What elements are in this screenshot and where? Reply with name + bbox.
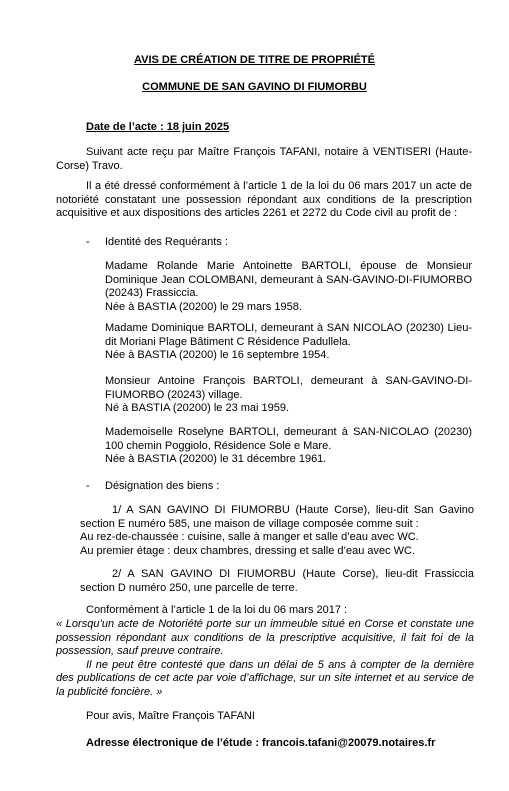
quote-paragraph-2: Il ne peut être contesté que dans un délai de 5 ans à compter de la dernière des publications de cet acte par voie d’affichage, sur un site internet et au service de la publicité foncière. » [56,658,474,698]
quote-paragraph-1: « Lorsqu’un acte de Notoriété porte sur un immeuble situé en Corse et constate une possession répondant aux conditions de la prescriptive acquisitive, il fait foi de la possession, sauf preuve contraire. [56,618,474,658]
requerant-1 [105,260,472,314]
requerant-birth: Né à BASTIA (20200) le 23 mai 1959. [105,402,290,415]
bien-2 [80,568,474,595]
requerant-identity: Mademoiselle Roselyne BARTOLI, demeurant à SAN-NICOLAO (20230) 100 chemin Poggiolo, Résidence Sole e Mare. [105,426,472,452]
statement-text: Il a été dressé conformément à l’article 1 de la loi du 06 mars 2017 un acte de notoriété constatant une possession répondant aux conditions de la prescription acquisitive et aux dispositions des articles 2261 et 2272 du Code civil au profit de : [56,180,472,220]
act-date: Date de l’acte : 18 juin 2025 [86,121,230,133]
notice-title: AVIS DE CRÉATION DE TITRE DE PROPRIÉTÉ [133,54,375,66]
bullet-dash: - [86,480,90,492]
requerant-2 [105,322,472,363]
bien-1-text: 1/ A SAN GAVINO DI FIUMORBU (Haute Corse), lieu-dit San Gavino section E numéro 585, une maison de village composée comme suit : [80,504,474,530]
requerant-identity: Madame Dominique BARTOLI, demeurant à SAN NICOLAO (20230) Lieu-dit Moriani Plage Bâtiment C Résidence Padullela. [105,322,472,348]
requerant-4 [105,426,472,467]
requerant-identity: Monsieur Antoine François BARTOLI, demeurant à SAN-GAVINO-DI-FIUMORBO (20243) village. [105,375,472,401]
requerant-birth: Née à BASTIA (20200) le 29 mars 1958. [105,300,302,313]
conformement-line: Conformément à l’article 1 de la loi du 06 mars 2017 : [86,604,348,616]
email-line: Adresse électronique de l’étude : francois.tafani@20079.notaires.fr [86,737,436,749]
intro-text: Suivant acte reçu par Maître François TAFANI, notaire à VENTISERI (Haute-Corse) Travo. [56,146,472,172]
commune-title: COMMUNE DE SAN GAVINO DI FIUMORBU [142,81,367,93]
requerant-birth: Née à BASTIA (20200) le 31 décembre 1961. [105,453,327,466]
intro-paragraph [56,146,472,173]
bullet-dash: - [86,236,90,248]
biens-label: Désignation des biens : [105,480,220,492]
requerant-identity: Madame Rolande Marie Antoinette BARTOLI, épouse de Monsieur Dominique Jean COLOMBANI, demeurant à SAN-GAVINO-DI-FIUMORBO (20243) Frassiccia. [105,260,472,300]
bien-1-rdc: Au rez-de-chaussée : cuisine, salle à manger et salle d’eau avec WC. [80,531,419,544]
bien-1-etage: Au premier étage : deux chambres, dressing et salle d’eau avec WC. [80,544,416,557]
requerants-label: Identité des Requérants : [105,236,228,248]
statement-paragraph [56,180,472,221]
requerant-3 [105,375,472,416]
bien-1 [80,504,474,558]
bien-2-text: 2/ A SAN GAVINO DI FIUMORBU (Haute Corse), lieu-dit Frassiccia section D numéro 250, une parcelle de terre. [80,568,474,594]
requerant-birth: Née à BASTIA (20200) le 16 septembre 1954. [105,349,330,362]
legal-quote [56,618,474,700]
signature-line: Pour avis, Maître François TAFANI [86,710,255,722]
